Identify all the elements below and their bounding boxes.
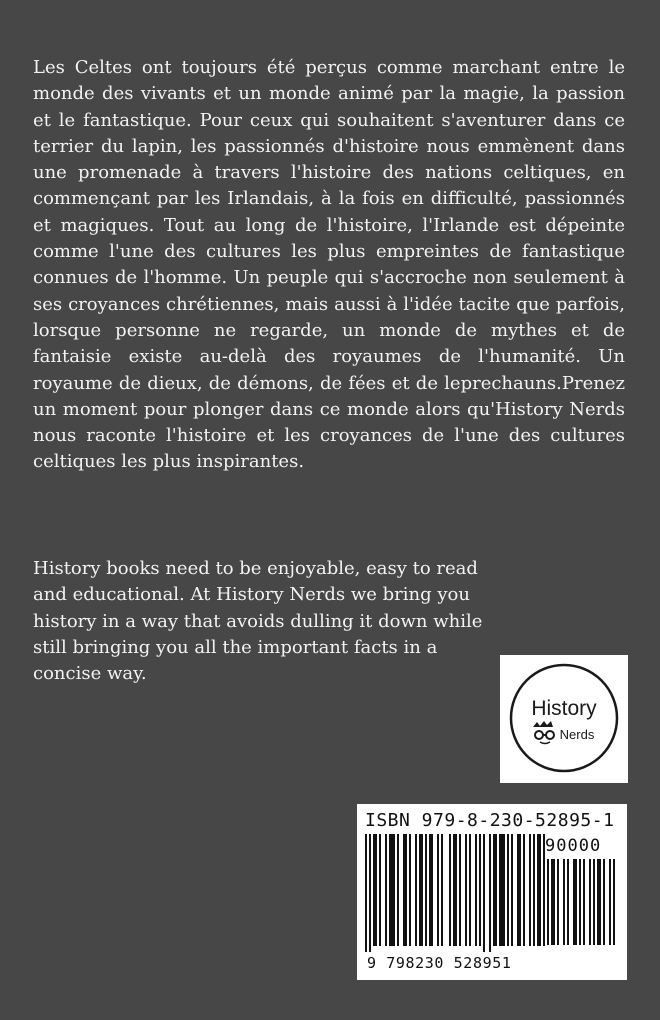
barcode-bar	[385, 834, 387, 946]
barcode-bar	[517, 834, 521, 946]
barcode-bar	[403, 834, 407, 946]
barcode-bar	[603, 859, 605, 945]
barcode-bar	[409, 834, 411, 946]
isbn-barcode	[357, 804, 627, 980]
barcode-bar	[389, 834, 395, 946]
barcode-bar	[425, 834, 427, 946]
barcode-bar	[397, 834, 399, 946]
isbn-label: ISBN 979-8-230-52895-1	[365, 810, 615, 831]
barcode-bar	[373, 834, 377, 946]
barcode-bar	[459, 834, 461, 946]
barcode-bar	[557, 859, 559, 945]
barcode-bar	[449, 834, 451, 946]
barcode-bar	[551, 859, 555, 945]
barcode-bar	[593, 859, 595, 945]
barcode-bar	[529, 834, 531, 946]
barcode-main-digits: 9 798230 528951	[367, 954, 512, 972]
barcode-bar	[499, 834, 505, 946]
barcode-main-bars	[365, 834, 545, 952]
barcode-bar	[489, 834, 491, 952]
logo-word-nerds: Nerds	[559, 727, 595, 742]
barcode-bar	[537, 834, 541, 946]
barcode-bar	[419, 834, 423, 946]
barcode-addon-bars	[547, 859, 619, 951]
barcode-bar	[613, 859, 615, 945]
nerd-face-icon	[533, 721, 554, 744]
barcode-bar	[475, 834, 477, 946]
barcode-bar	[579, 859, 581, 945]
barcode-bar	[533, 834, 535, 946]
barcode-bar	[429, 834, 433, 946]
barcode-bar	[465, 834, 467, 946]
barcode-bar	[437, 834, 439, 946]
barcode-bar	[523, 834, 525, 946]
barcode-bar	[479, 834, 481, 946]
history-nerds-logo-icon	[500, 655, 628, 783]
barcode-bar	[415, 834, 417, 946]
barcode-bar	[493, 834, 497, 946]
blurb-paragraph: Les Celtes ont toujours été perçus comme marchant entre le monde des vivants et un monde animé par la magie, la passion et le fantastique. Pour ceux qui souhaitent s'aventurer dans ce terrier du lapin, les passionnés d'histoire nous emmènent dans une promenade à travers l'histoire des nations celtiques, en commençant par les Irlandais, à la fois en difficulté, passionnés et magiques. Tout au long de l'histoire, l'Irlande est dépeinte comme l'une des cultures les plus empreintes de fantastique connues de l'homme. Un peuple qui s'accroche non seulement à ses croyances chrétiennes, mais aussi à l'idée tacite que parfois, lorsque personne ne regarde, un monde de mythes et de fantaisie existe au-delà des royaumes de l'humanité. Un royaume de dieux, de démons, de fées et de leprechauns.Prenez un moment pour plonger dans ce monde alors qu'History Nerds nous raconte l'histoire et les croyances de l'une des cultures celtiques les plus inspirantes.	[33, 57, 625, 473]
barcode-bar	[453, 834, 457, 946]
publisher-logo	[500, 655, 628, 783]
barcode-bar	[609, 859, 611, 945]
barcode-bar	[511, 834, 513, 946]
barcode-bar	[547, 859, 549, 945]
logo-word-history: History	[531, 697, 597, 720]
barcode-bar	[573, 859, 577, 945]
publisher-tagline: History books need to be enjoyable, easy to read and educational. At History Nerds we bring you history in a way that avoids dulling it down while still bringing you all the important facts in a concise way.	[33, 558, 483, 685]
barcode-bar	[469, 834, 471, 946]
barcode-bar	[567, 859, 569, 945]
barcode-bar	[365, 834, 367, 952]
barcode-bar	[441, 834, 443, 946]
barcode-bar	[369, 834, 371, 952]
barcode-bar	[589, 859, 591, 945]
barcode-addon-digits: 90000	[545, 836, 602, 856]
barcode-bar	[507, 834, 509, 946]
barcode-bar	[583, 859, 585, 945]
barcode-bar	[379, 834, 381, 946]
barcode-bar	[563, 859, 565, 945]
barcode-bar	[483, 834, 485, 952]
barcode-bar	[597, 859, 601, 945]
